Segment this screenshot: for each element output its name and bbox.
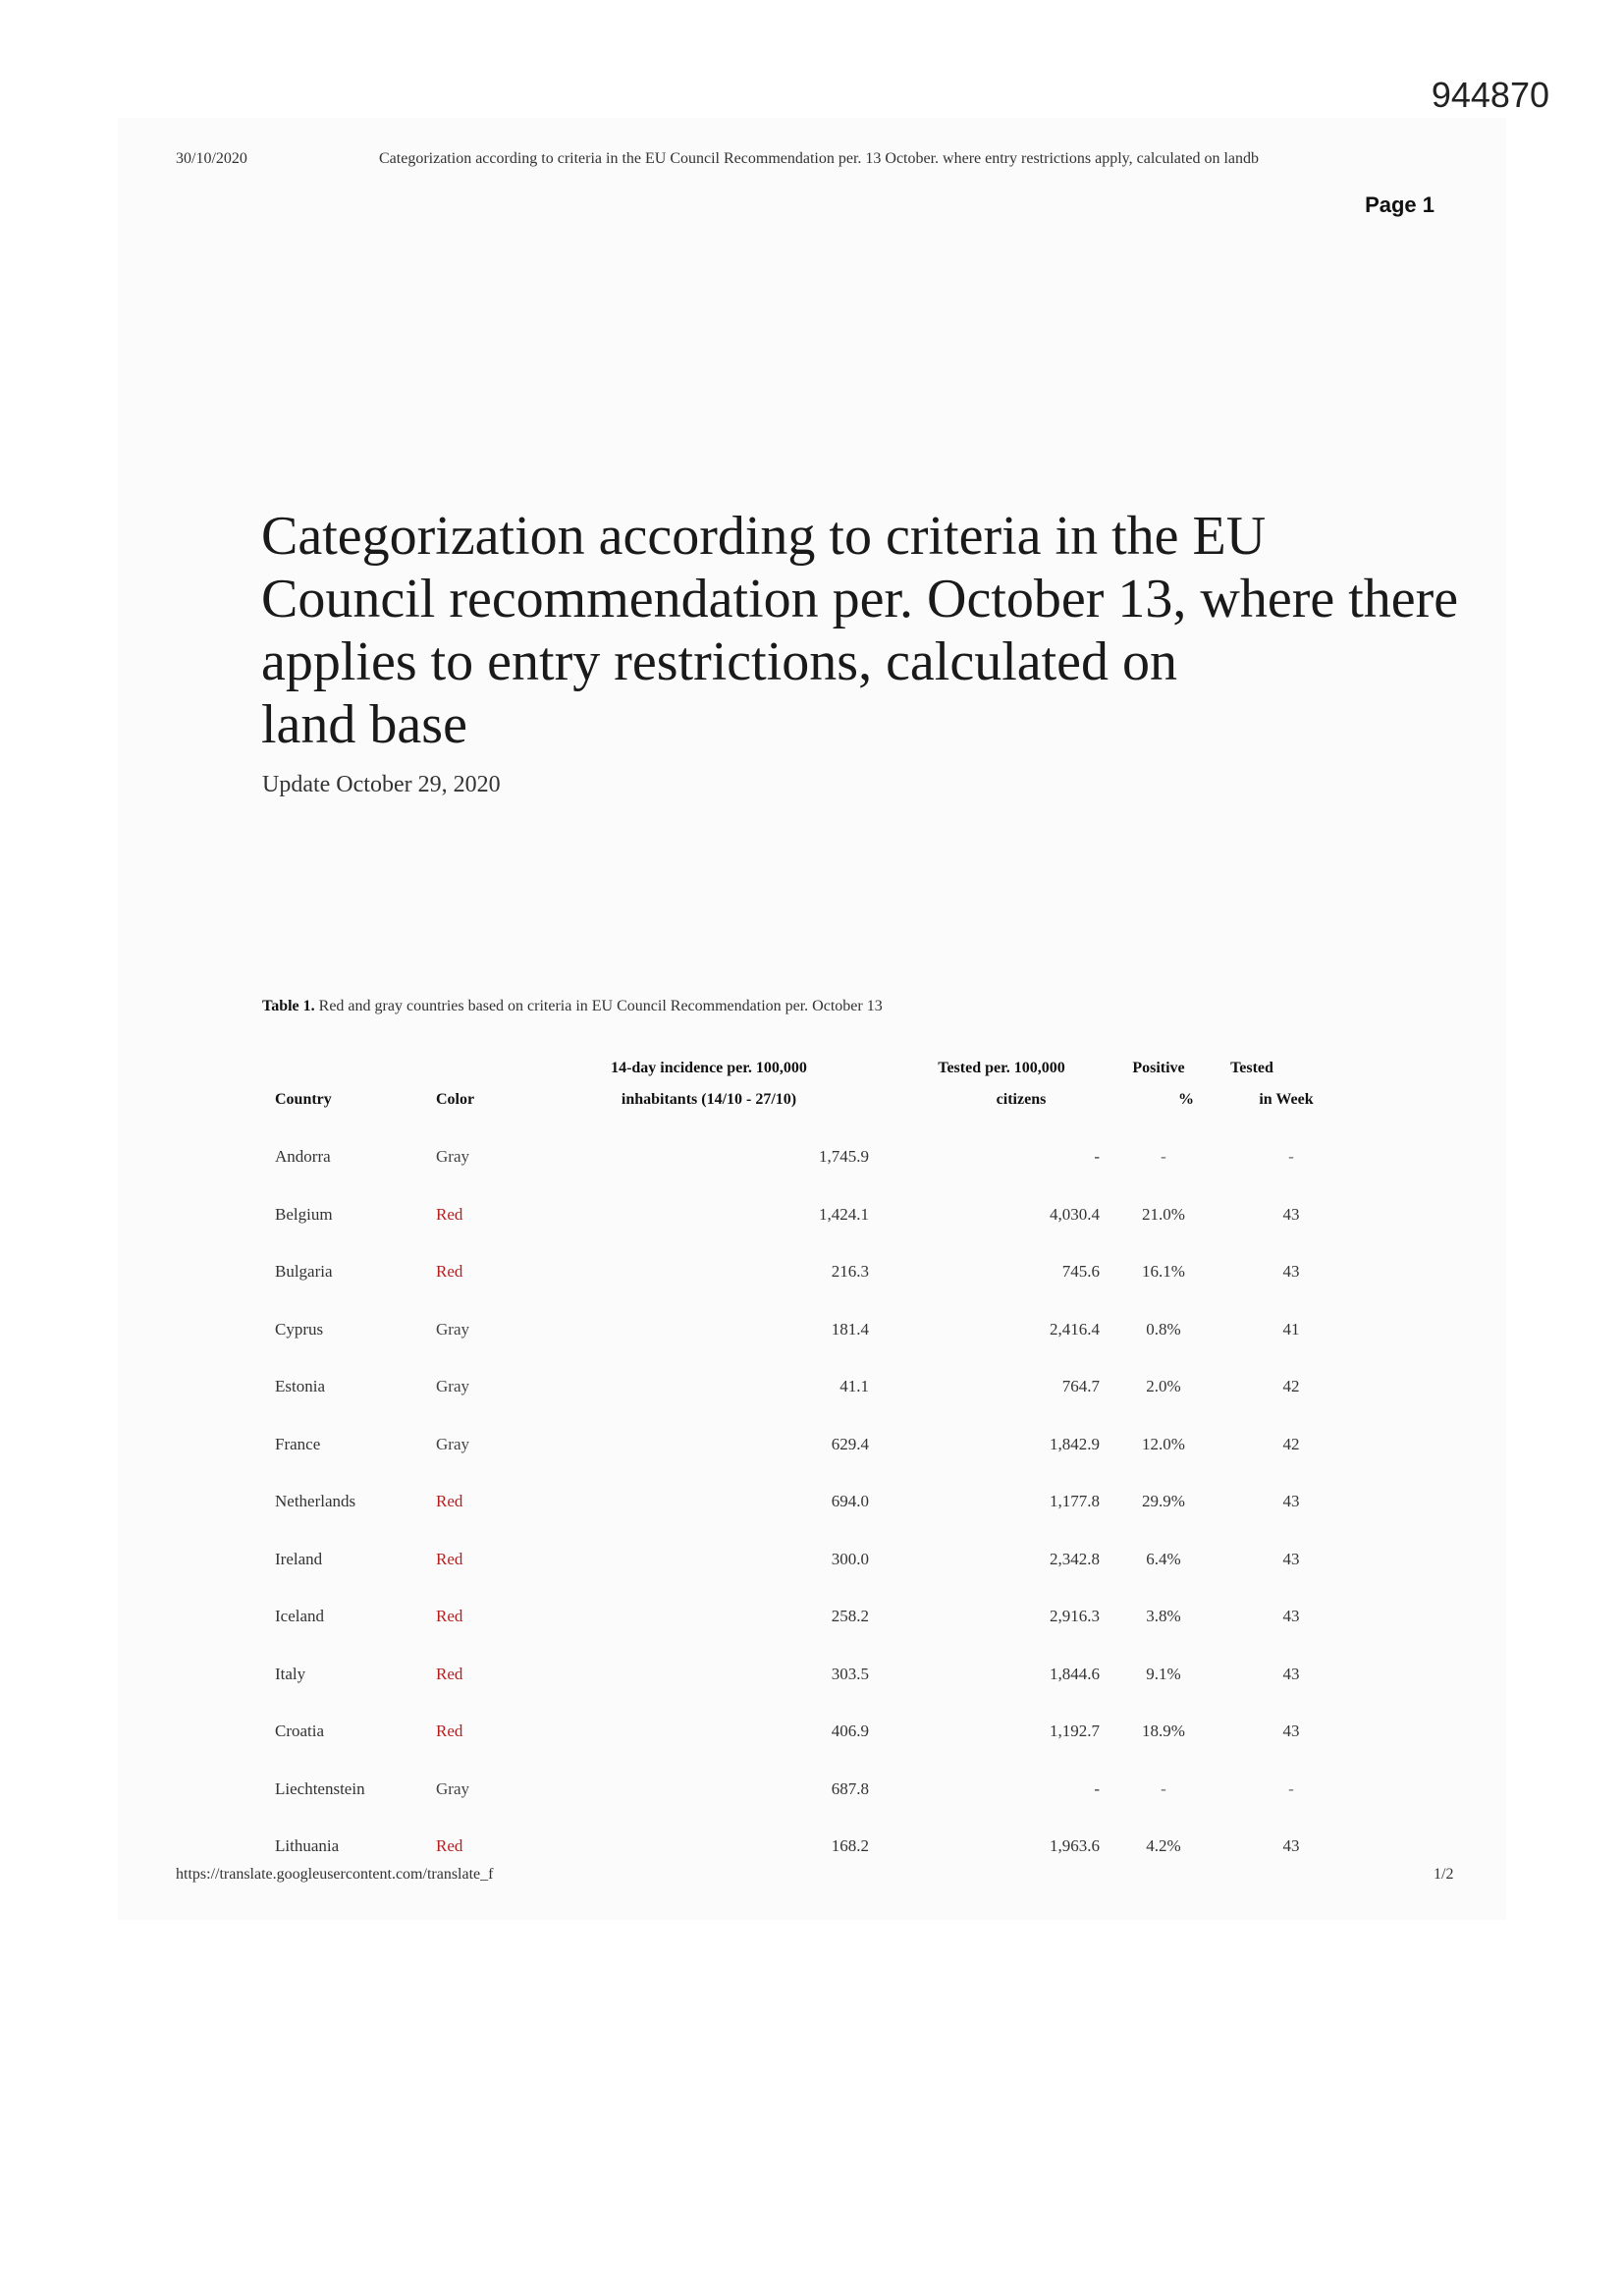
cell-week: 41 [1282,1320,1300,1339]
cell-positive: 12.0% [1142,1435,1185,1453]
cell-incidence: 406.9 [831,1722,869,1740]
cell-week: 42 [1282,1435,1300,1453]
cell-week: - [1288,1147,1294,1166]
header-tested: Tested per. 100,000 [938,1060,1065,1076]
cell-country: Cyprus [275,1320,324,1339]
cell-positive: 9.1% [1146,1665,1181,1683]
cell-positive: 4.2% [1146,1836,1181,1855]
header-date: 30/10/2020 [176,150,247,167]
cell-incidence: 1,424.1 [819,1205,869,1224]
cell-week: 43 [1282,1262,1300,1281]
header-positive-sub: % [1178,1091,1194,1108]
cell-color: Gray [436,1435,469,1453]
cell-week: 43 [1282,1550,1300,1568]
cell-tested: - [1094,1779,1100,1798]
cell-country: Croatia [275,1722,325,1740]
cell-color: Red [436,1205,463,1224]
title-line: land base [261,694,467,755]
cell-week: 43 [1282,1205,1300,1224]
header-title: Categorization according to criteria in the EU Council Recommendation per. 13 October. where entry restrictions apply, calculated on landb [379,150,1259,167]
cell-incidence: 181.4 [831,1320,869,1339]
header-tested-sub: citizens [996,1091,1047,1108]
cell-positive: - [1161,1779,1166,1798]
cell-country: Belgium [275,1205,333,1224]
cell-positive: 0.8% [1146,1320,1181,1339]
cell-week: 43 [1282,1722,1300,1740]
cell-week: 43 [1282,1665,1300,1683]
cell-week: 42 [1282,1377,1300,1395]
cell-country: Estonia [275,1377,325,1395]
cell-tested: 2,416.4 [1050,1320,1100,1339]
cell-tested: - [1094,1147,1100,1166]
header-positive: Positive [1132,1060,1185,1076]
cell-color: Gray [436,1320,469,1339]
cell-incidence: 1,745.9 [819,1147,869,1166]
cell-positive: 6.4% [1146,1550,1181,1568]
cell-tested: 764.7 [1061,1377,1100,1395]
cell-color: Gray [436,1779,469,1798]
cell-incidence: 300.0 [831,1550,869,1568]
cell-incidence: 687.8 [831,1779,869,1798]
cell-country: Ireland [275,1550,323,1568]
cell-country: Lithuania [275,1836,340,1855]
cell-incidence: 258.2 [831,1607,869,1625]
cell-tested: 1,177.8 [1050,1492,1100,1510]
document-title [261,505,1489,756]
cell-tested: 2,916.3 [1050,1607,1100,1625]
title-line: Categorization according to criteria in the EU [261,506,1267,567]
cell-color: Red [436,1492,463,1510]
cell-positive: 18.9% [1142,1722,1185,1740]
cell-country: Iceland [275,1607,325,1625]
cell-incidence: 41.1 [839,1377,869,1395]
cell-positive: 21.0% [1142,1205,1185,1224]
cell-tested: 1,842.9 [1050,1435,1100,1453]
cell-week: 43 [1282,1607,1300,1625]
header-incidence-sub: inhabitants (14/10 - 27/10) [621,1091,797,1108]
cell-color: Red [436,1550,463,1568]
header-country: Country [275,1091,332,1108]
header-week: Tested [1230,1060,1273,1076]
cell-positive: 29.9% [1142,1492,1185,1510]
cell-tested: 1,192.7 [1050,1722,1100,1740]
cell-color: Red [436,1262,463,1281]
cell-color: Red [436,1836,463,1855]
title-line: Council recommendation per. October 13, where there [261,569,1459,629]
cell-color: Gray [436,1147,469,1166]
cell-positive: 3.8% [1146,1607,1181,1625]
cell-country: Andorra [275,1147,331,1166]
cell-color: Gray [436,1377,469,1395]
cell-country: Italy [275,1665,306,1683]
cell-incidence: 629.4 [831,1435,869,1453]
update-date: Update October 29, 2020 [262,772,501,797]
footer-page-number: 1/2 [1434,1866,1454,1883]
header-color: Color [436,1091,475,1108]
cell-color: Red [436,1665,463,1683]
cell-incidence: 216.3 [831,1262,869,1281]
title-line: applies to entry restrictions, calculated on [261,631,1178,692]
cell-tested: 1,844.6 [1050,1665,1100,1683]
footer-url: https://translate.googleusercontent.com/translate_f [176,1866,494,1883]
cell-country: Bulgaria [275,1262,333,1281]
cell-positive: 2.0% [1146,1377,1181,1395]
table-caption-text: Red and gray countries based on criteria in EU Council Recommendation per. October 13 [314,998,883,1014]
scanned-page [118,118,1506,1920]
cell-country: Netherlands [275,1492,356,1510]
cell-country: France [275,1435,321,1453]
cell-week: 43 [1282,1492,1300,1510]
cell-incidence: 694.0 [831,1492,869,1510]
cell-color: Red [436,1607,463,1625]
table-caption-label: Table 1. [262,998,315,1014]
cell-tested: 4,030.4 [1050,1205,1100,1224]
header-incidence: 14-day incidence per. 100,000 [611,1060,807,1076]
cell-tested: 745.6 [1061,1262,1100,1281]
page-label: Page 1 [1365,192,1435,217]
cell-tested: 2,342.8 [1050,1550,1100,1568]
cell-positive: - [1161,1147,1166,1166]
cell-incidence: 303.5 [831,1665,869,1683]
cell-incidence: 168.2 [831,1836,869,1855]
cell-week: 43 [1282,1836,1300,1855]
cell-positive: 16.1% [1142,1262,1185,1281]
cell-country: Liechtenstein [275,1779,365,1798]
document-id: 944870 [1431,75,1549,115]
cell-color: Red [436,1722,463,1740]
table-caption [262,998,883,1015]
header-week-sub: in Week [1259,1091,1314,1108]
cell-week: - [1288,1779,1294,1798]
cell-tested: 1,963.6 [1050,1836,1100,1855]
